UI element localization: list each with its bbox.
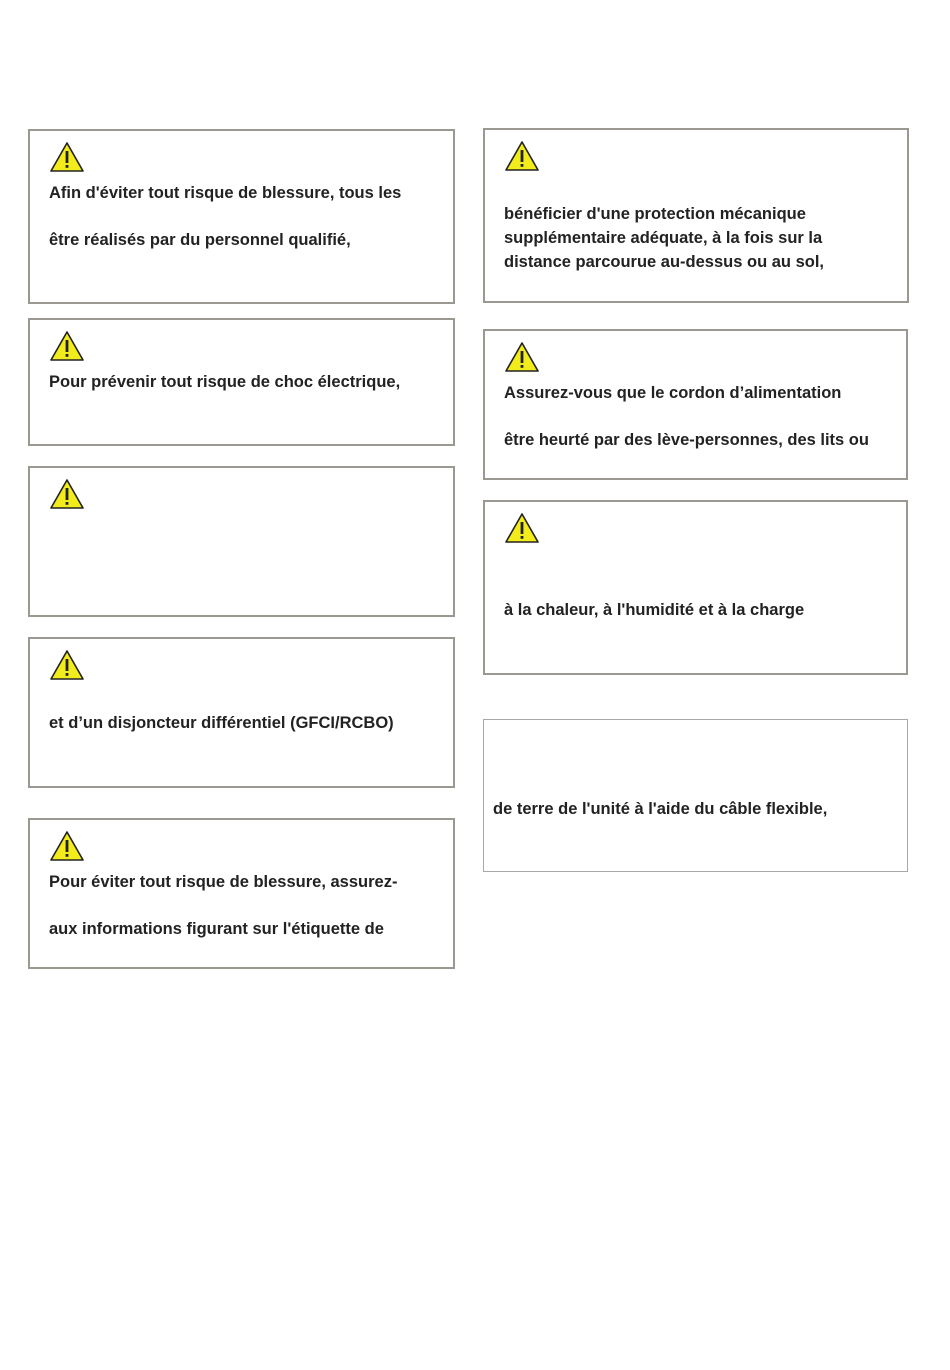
- warning-box-3: [28, 466, 455, 617]
- warning-triangle-icon: [49, 478, 85, 510]
- warning-text-line: Afin d'éviter tout risque de blessure, tous les: [49, 184, 402, 202]
- warning-box-6: [483, 128, 909, 303]
- warning-box-7: [483, 329, 908, 480]
- warning-box-4: [28, 637, 455, 788]
- warning-text-line: supplémentaire adéquate, à la fois sur la: [504, 229, 823, 247]
- warning-triangle-icon: [504, 341, 540, 373]
- info-box-ground: [483, 719, 908, 872]
- warning-triangle-icon: [49, 649, 85, 681]
- warning-triangle-icon: [49, 830, 85, 862]
- warning-triangle-icon: [49, 141, 85, 173]
- warning-text-line: être réalisés par du personnel qualifié,: [49, 231, 351, 249]
- warning-box-8: [483, 500, 908, 675]
- warning-box-2: [28, 318, 455, 446]
- warning-triangle-icon: [504, 140, 540, 172]
- warning-triangle-icon: [504, 512, 540, 544]
- warning-text-line: à la chaleur, à l'humidité et à la charge: [504, 601, 805, 619]
- warning-box-1: [28, 129, 455, 304]
- warning-text-line: aux informations figurant sur l'étiquette de: [49, 920, 384, 938]
- warning-text-line: Pour éviter tout risque de blessure, assurez-: [49, 873, 398, 891]
- warning-text-line: Pour prévenir tout risque de choc électrique,: [49, 373, 401, 391]
- info-text-line: de terre de l'unité à l'aide du câble flexible,: [493, 800, 828, 818]
- warning-text-line: et d’un disjoncteur différentiel (GFCI/RCBO): [49, 714, 394, 732]
- warning-text-line: être heurté par des lève-personnes, des lits ou: [504, 431, 869, 449]
- warning-box-5: [28, 818, 455, 969]
- warning-text-line: bénéficier d'une protection mécanique: [504, 205, 806, 223]
- warning-text-line: distance parcourue au-dessus ou au sol,: [504, 253, 825, 271]
- warning-text-line: Assurez-vous que le cordon d’alimentation: [504, 384, 842, 402]
- warning-triangle-icon: [49, 330, 85, 362]
